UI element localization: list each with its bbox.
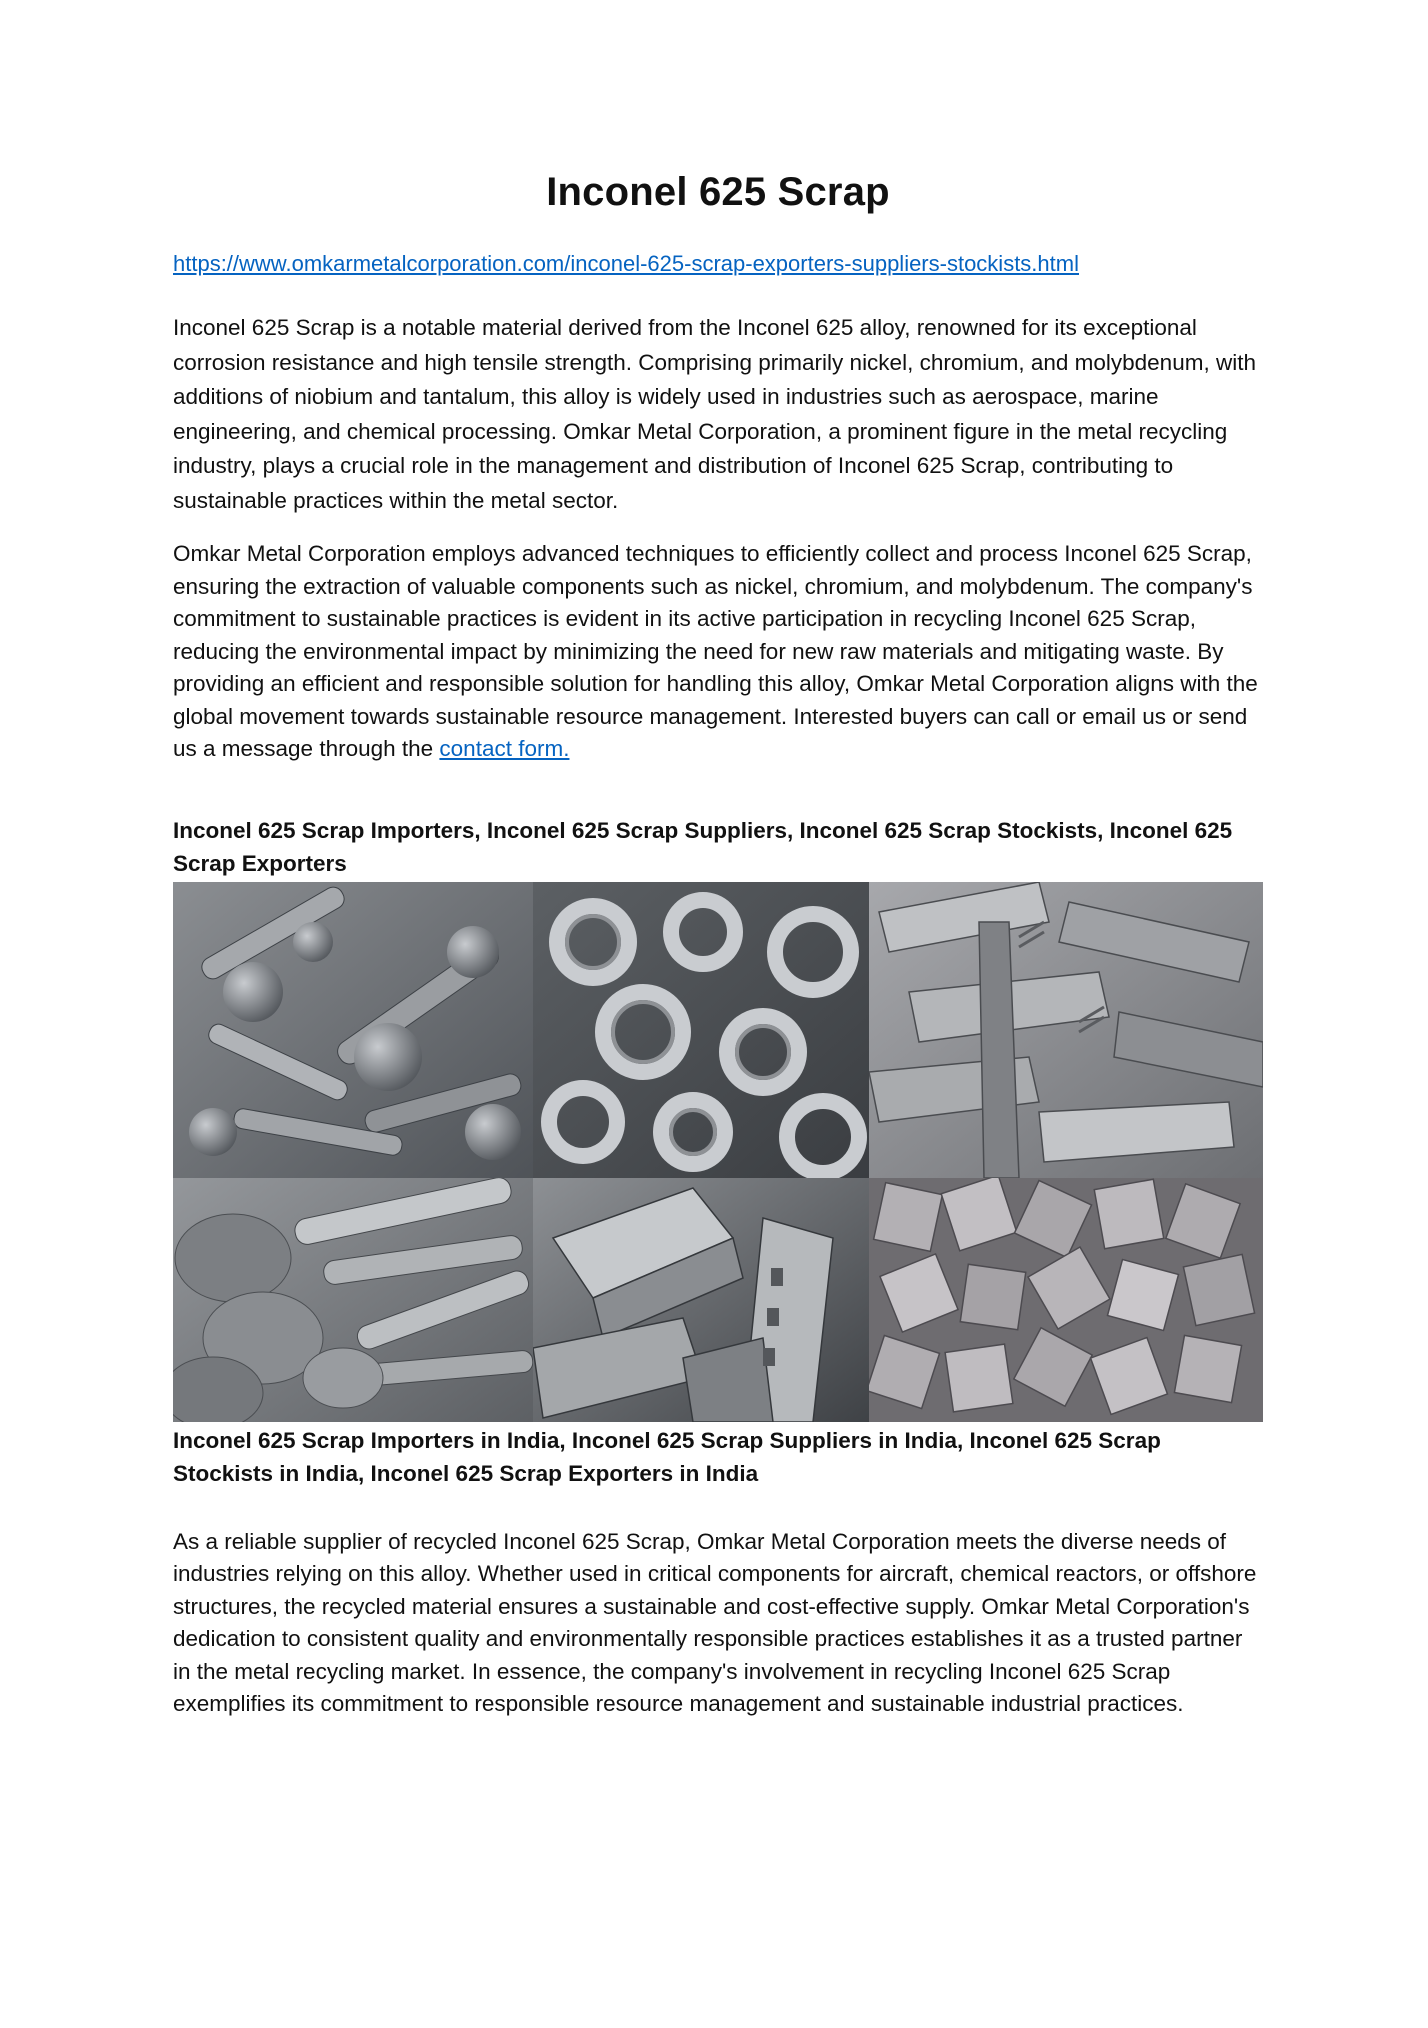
scrap-photo-rings <box>533 882 869 1178</box>
supplier-paragraph: As a reliable supplier of recycled Inconel 625 Scrap, Omkar Metal Corporation meets the diverse needs of industries relying on this alloy. Whether used in critical components for aircraft, chemical reactors, or offshore structures, the recycled material ensures a sustainable and cost-effective supply. Omkar Metal Corporation's dedication to consistent quality and environmentally responsible practices establishes it as a trusted partner in the metal recycling market. In essence, the company's involvement in recycling Inconel 625 Scrap exemplifies its commitment to responsible resource management and sustainable industrial practices. <box>173 1528 1257 1716</box>
document-page <box>173 170 1263 1741</box>
scrap-photo-blades <box>869 882 1263 1178</box>
source-url-link[interactable]: https://www.omkarmetalcorporation.com/inconel-625-scrap-exporters-suppliers-stockists.html <box>173 251 1079 276</box>
section-heading-global: Inconel 625 Scrap Importers, Inconel 625 Scrap Suppliers, Inconel 625 Scrap Stockists, Inconel 625 Scrap Exporters <box>173 817 1233 876</box>
scrap-photo-blocks <box>533 1178 869 1422</box>
intro-paragraph: Inconel 625 Scrap is a notable material derived from the Inconel 625 alloy, renowned for its exceptional corrosion resistance and high tensile strength. Comprising primarily nickel, chromium, and molybdenum, with additions of niobium and tantalum, this alloy is widely used in industries such as aerospace, marine engineering, and chemical processing. Omkar Metal Corporation, a prominent figure in the metal recycling industry, plays a crucial role in the management and distribution of Inconel 625 Scrap, contributing to sustainable practices within the metal sector. <box>173 315 1256 513</box>
process-paragraph-text: Omkar Metal Corporation employs advanced techniques to efficiently collect and process Inconel 625 Scrap, ensuring the extraction of valuable components such as nickel, chromium, and molybdenum. The company's commitment to sustainable practices is evident in its active participation in recycling Inconel 625 Scrap, reducing the environmental impact by minimizing the need for new raw materials and mitigating waste. By providing an efficient and responsible solution for handling this alloy, Omkar Metal Corporation aligns with the global movement towards sustainable resource management. Interested buyers can call or email us or send us a message through the <box>173 541 1258 761</box>
scrap-photo-plates <box>869 1178 1263 1422</box>
section-heading-india: Inconel 625 Scrap Importers in India, Inconel 625 Scrap Suppliers in India, Inconel 625 Scrap Stockists in India, Inconel 625 Scrap Exporters in India <box>173 1427 1161 1486</box>
contact-form-link[interactable]: contact form. <box>439 736 570 761</box>
process-paragraph <box>173 538 1263 766</box>
page-title: Inconel 625 Scrap <box>546 170 890 214</box>
scrap-photo-collage <box>173 882 1263 1422</box>
scrap-photo-rods <box>173 882 533 1178</box>
scrap-photo-discs <box>173 1178 533 1422</box>
